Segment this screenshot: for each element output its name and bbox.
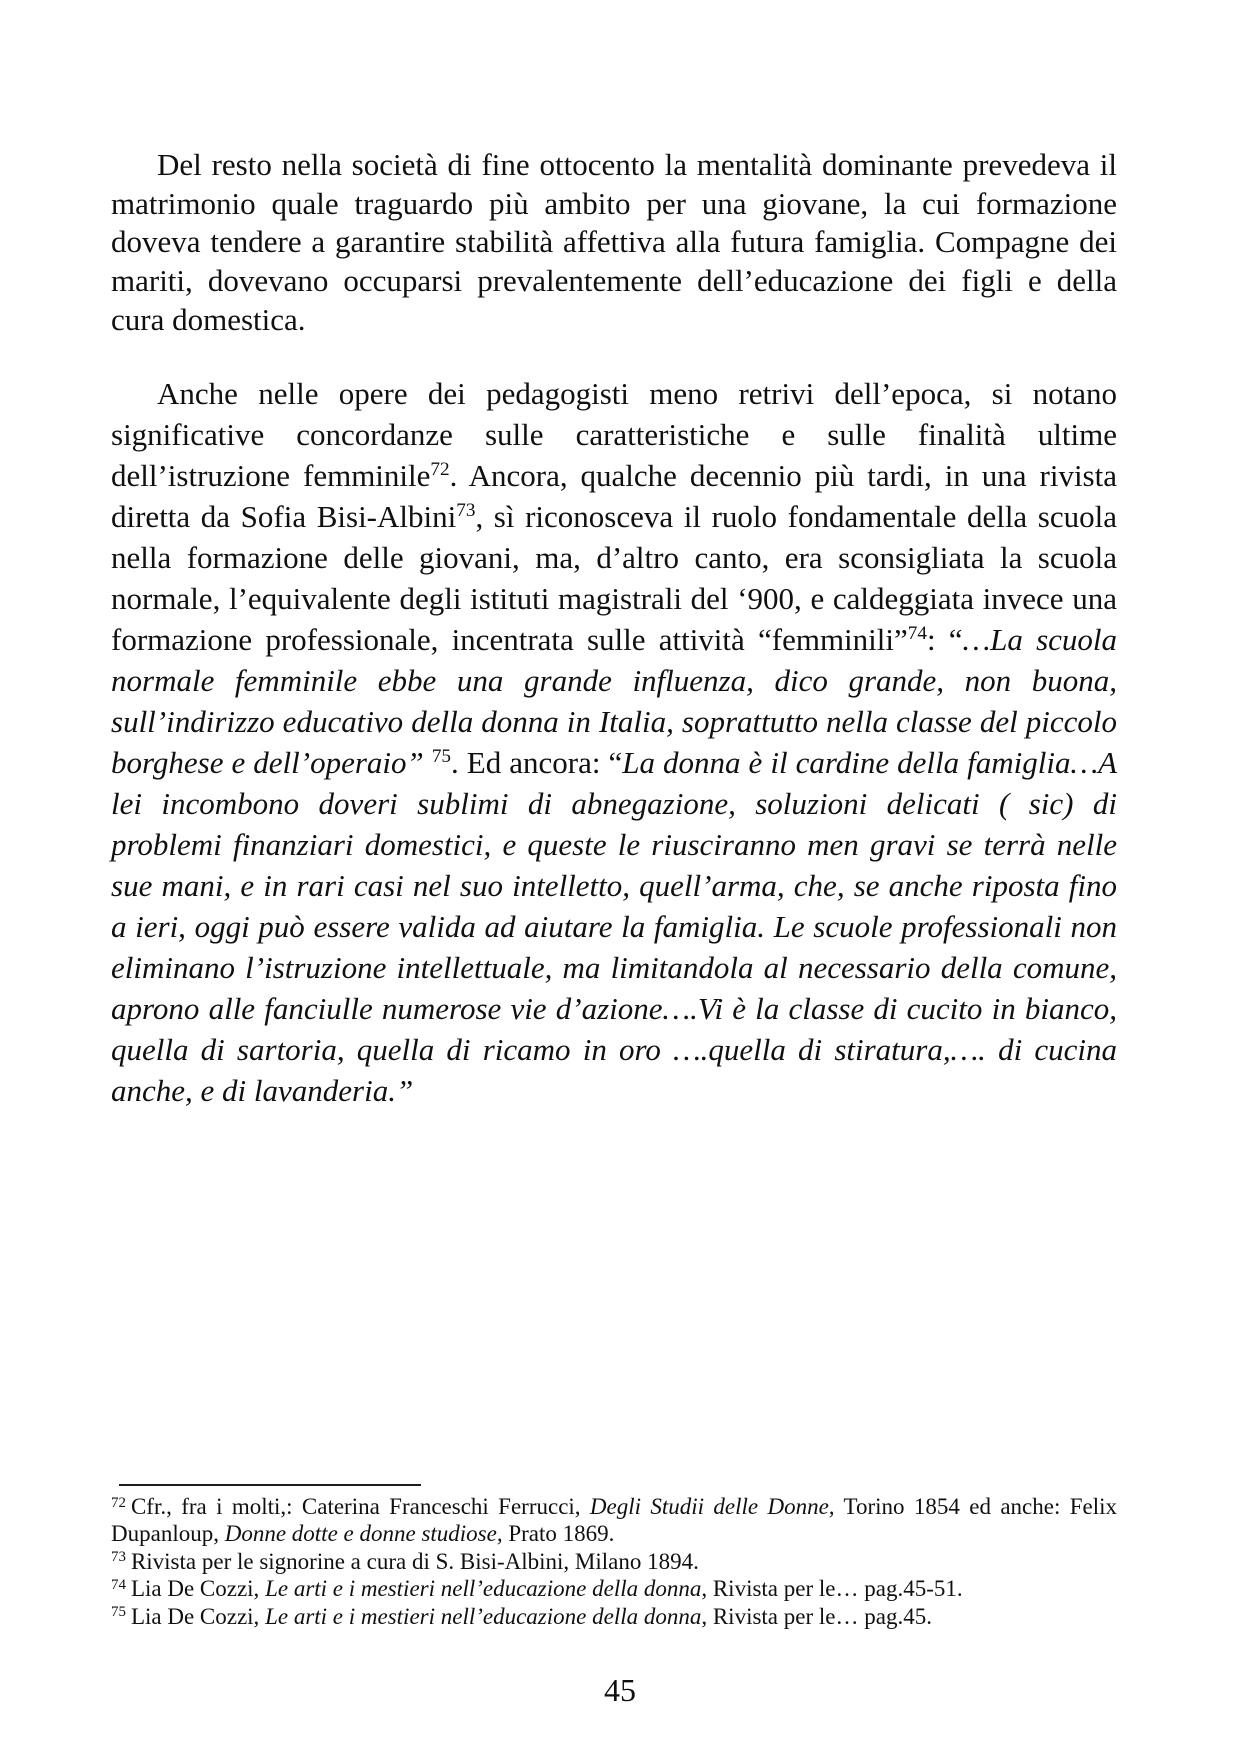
body-text-run: Prato 1869.	[502, 1521, 615, 1547]
footnote-text-75	[131, 1604, 932, 1629]
body-text-run: , Rivista per le… pag.45-51.	[701, 1576, 963, 1602]
footnotes-section	[111, 1484, 1117, 1630]
footnote-text-74	[131, 1576, 963, 1601]
body-text-run	[424, 745, 432, 780]
quoted-italic-text: Degli Studii delle Donne,	[589, 1494, 835, 1519]
quoted-italic-text: Donne dotte e donne studiose,	[224, 1521, 503, 1547]
footnote-reference: 72	[430, 458, 450, 480]
body-paragraph-2	[111, 373, 1117, 1111]
footnote-73	[111, 1548, 1117, 1575]
body-text-run: Lia De Cozzi,	[130, 1576, 266, 1602]
footnote-74	[111, 1575, 1117, 1602]
footnote-number-74: 74	[111, 1576, 126, 1593]
footnote-reference: 74	[907, 622, 927, 644]
quoted-italic-text: Le arti e i mestieri nell’educazione della donna	[265, 1576, 702, 1602]
page-number: 45	[604, 1672, 636, 1708]
footnote-75	[111, 1603, 1117, 1630]
footnote-reference: 75	[431, 745, 452, 767]
quoted-italic-text: …La scuola normale femminile ebbe una grande influenza, dico grande, non buona, sull’indirizzo educativo della donna in Italia, soprattutto nella classe del piccolo borghese e dell’operaio”	[111, 621, 1117, 780]
footnote-72	[111, 1493, 1117, 1548]
body-text-run: Anche nelle opere dei pedagogisti meno retrivi dell’epoca, si notano significative concordanze sulle caratteristiche e sulle finalità ultime dell’istruzione femminile	[111, 375, 1117, 493]
footnote-reference: 73	[456, 499, 476, 521]
body-text-run: . Ed ancora: “	[451, 744, 623, 780]
body-text-run: Cfr., fra i molti,: Caterina Franceschi Ferrucci,	[130, 1494, 590, 1519]
quoted-italic-text: La donna è il cardine della famiglia…A lei incombono doveri sublimi di abnegazione, soluzioni delicati ( sic) di problemi finanziari domestici, e queste le riusciranno men gravi se terrà nelle sue mani, e in rari casi nel suo intelletto, quell’arma, che, se anche riposta fino a ieri, oggi può essere valida ad aiutare la famiglia. Le scuole professionali non eliminano l’istruzione intellettuale, ma limitandola al necessario della comune, aprono alle fanciulle numerose vie d’azione….Vi è la classe di cucito in bianco, quella di sartoria, quella di ricamo in oro ….quella di stiratura,…. di cucina anche, e di lavanderia.”	[111, 744, 1117, 1108]
body-text-run: . Ancora, qualche decennio più tardi, in una rivista diretta da Sofia Bisi-Albini	[111, 457, 1117, 534]
body-text-run: , Rivista per le… pag.45.	[701, 1603, 932, 1629]
body-text-run: , sì riconosceva il ruolo fondamentale della scuola nella formazione delle giovani, ma, d’altro canto, era sconsigliata la scuola normale, l’equivalente degli istituti magistrali del ‘900, e caldeggiata invece una formazione professionale, incentrata sulle attività “femminili”	[111, 498, 1117, 657]
body-text-run: Rivista per le signorine a cura di S. Bisi-Albini, Milano 1894.	[130, 1548, 699, 1574]
body-paragraph-1	[111, 146, 1117, 340]
body-text-run: Del resto nella società di fine ottocento la mentalità dominante prevedeva il matrimonio quale traguardo più ambito per una giovane, la cui formazione doveva tendere a garantire stabilità affettiva alla futura famiglia. Compagne dei mariti, dovevano occuparsi prevalentemente dell’educazione dei figli e della cura domestica.	[111, 147, 1117, 337]
footnote-number-72: 72	[111, 1494, 126, 1511]
page-body	[111, 146, 1117, 1111]
footnote-separator-rule	[119, 1484, 421, 1486]
footnote-number-73: 73	[111, 1549, 126, 1566]
body-text-run: Lia De Cozzi,	[130, 1603, 266, 1629]
body-text-run: Torino 1854 ed anche: Felix Dupanloup,	[111, 1494, 1117, 1547]
footnote-number-75: 75	[111, 1604, 126, 1621]
body-text-run: : “	[926, 621, 963, 657]
quoted-italic-text: Le arti e i mestieri nell’educazione della donna	[265, 1603, 702, 1629]
footnote-text-73	[131, 1549, 699, 1574]
footnote-text-72	[111, 1494, 1117, 1546]
